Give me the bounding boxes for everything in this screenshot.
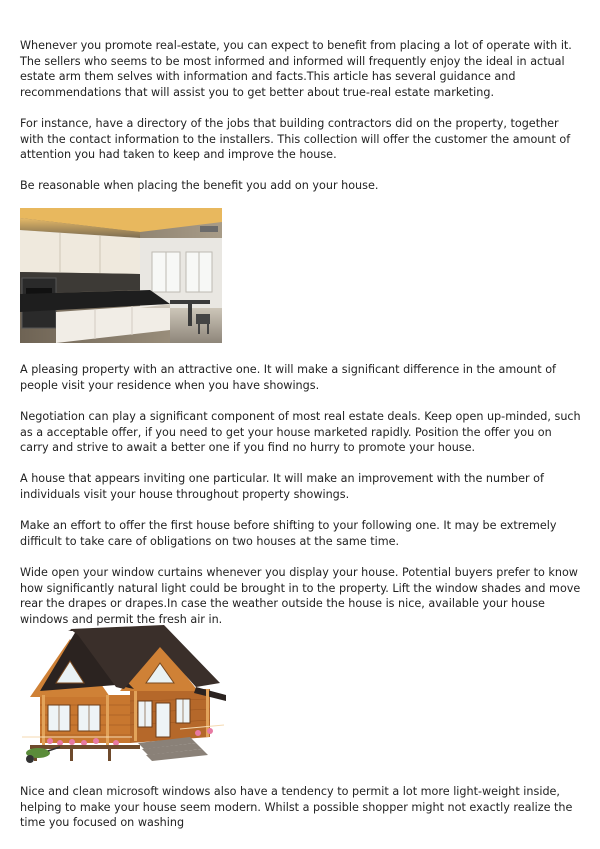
kitchen-illustration <box>20 208 222 343</box>
house-drawing <box>20 625 226 765</box>
paragraph-intro: Whenever you promote real-estate, you can expect to benefit from placing a lot of operate with it. The sellers who seems to be most informed and informed will frequently enjoy the ideal in actual estate arm them selves with information and facts.This article has several guidance and recommendations that will assist you to get better about true-real estate marketing. <box>20 39 572 99</box>
paragraph-inviting: A house that appears inviting one particular. It will make an improvement with the number of individuals visit your house throughout property showings. <box>20 472 544 501</box>
paragraph-reasonable: Be reasonable when placing the benefit you add on your house. <box>20 179 379 192</box>
house-illustration <box>20 625 226 765</box>
paragraph-negotiation: Negotiation can play a significant component of most real estate deals. Keep open up-minded, such as a acceptable offer, if you need to get your house marketed rapidly. Position the offer you on carry and strive to await a better one if you find no hurry to promote your house. <box>20 410 581 455</box>
paragraph-curtains: Wide open your window curtains whenever you display your house. Potential buyers prefer to know how significantly natural light could be brought in to the property. Lift the window shades and move rear the drapes or drapes.In case the weather outside the house is nice, available your house windows and permit the fresh air in. <box>20 566 581 626</box>
paragraph-first-house: Make an effort to offer the first house before shifting to your following one. It may be extremely difficult to take care of obligations on two houses at the same time. <box>20 519 557 548</box>
paragraph-attractive: A pleasing property with an attractive one. It will make a significant difference in the amount of people visit your residence when you have showings. <box>20 363 556 392</box>
paragraph-clean-windows: Nice and clean microsoft windows also have a tendency to permit a lot more light-weight inside, helping to make your house seem modern. Whilst a possible shopper might not exactly realize the time you focused on washing <box>20 785 573 830</box>
kitchen-photo <box>20 208 222 343</box>
paragraph-contractors: For instance, have a directory of the jobs that building contractors did on the property, together with the contact information to the installers. This collection will offer the customer the amount of attention you had taken to keep and improve the house. <box>20 117 571 162</box>
